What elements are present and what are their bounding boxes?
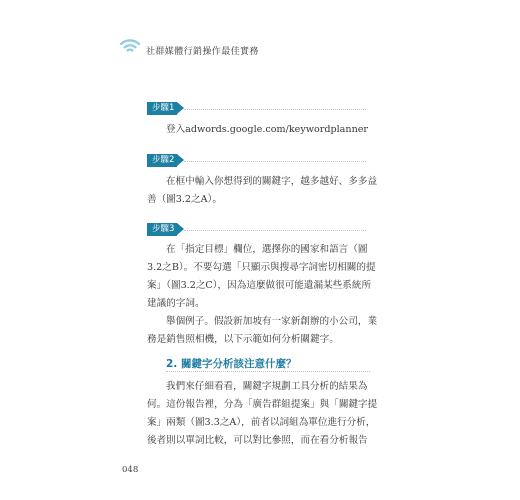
step-3-text-line: 3.2之B）。不要勾選「只顯示與搜尋字詞密切相關的提: [147, 262, 376, 273]
wifi-logo-icon: [119, 37, 141, 55]
step-2-text-line: 善（圖3.2之A）。: [147, 194, 222, 205]
step-1-badge: 步驟1: [147, 102, 177, 115]
step-2-text-line: 在框中輸入你想得到的關鍵字，越多越好、多多益: [166, 176, 378, 187]
section-heading-rule: [166, 371, 370, 372]
step-1-rule: [184, 109, 366, 110]
step-3-text-line: 案」（圖3.2之C），因為這麼做很可能遺漏某些系統所: [147, 280, 372, 291]
section-paragraph-line: 何。這份報告裡，分為「廣告群組提案」與「關鍵字提: [147, 399, 378, 410]
page-number: 048: [122, 465, 139, 475]
running-header-title: 社群媒體行銷操作最佳實務: [146, 47, 259, 57]
section-paragraph-line: 我們來仔細看看，關鍵字規劃工具分析的結果為: [166, 381, 368, 392]
step-1-text: 登入adwords.google.com/keywordplanner: [166, 124, 369, 135]
example-paragraph-line: 務是銷售照相機，以下示範如何分析關鍵字。: [147, 334, 339, 345]
section-heading: 2. 關鍵字分析該注意什麼？: [166, 358, 297, 370]
section-paragraph-line: 案」兩類（圖3.3之A），前者以詞組為單位進行分析，: [147, 417, 376, 428]
step-3-text-line: 建議的字詞。: [147, 298, 205, 309]
step-3-rule: [184, 230, 366, 231]
example-paragraph-line: 舉個例子。假設新加坡有一家新創辦的小公司，業: [166, 316, 378, 327]
section-paragraph-line: 後者則以單詞比較，可以對比參照，而在看分析報告: [147, 435, 368, 446]
step-2-badge: 步驟2: [147, 154, 177, 167]
step-3-badge: 步驟3: [147, 223, 177, 236]
step-3-text-line: 在「指定目標」欄位，選擇你的國家和語言（圖: [166, 244, 368, 255]
step-2-rule: [184, 161, 366, 162]
